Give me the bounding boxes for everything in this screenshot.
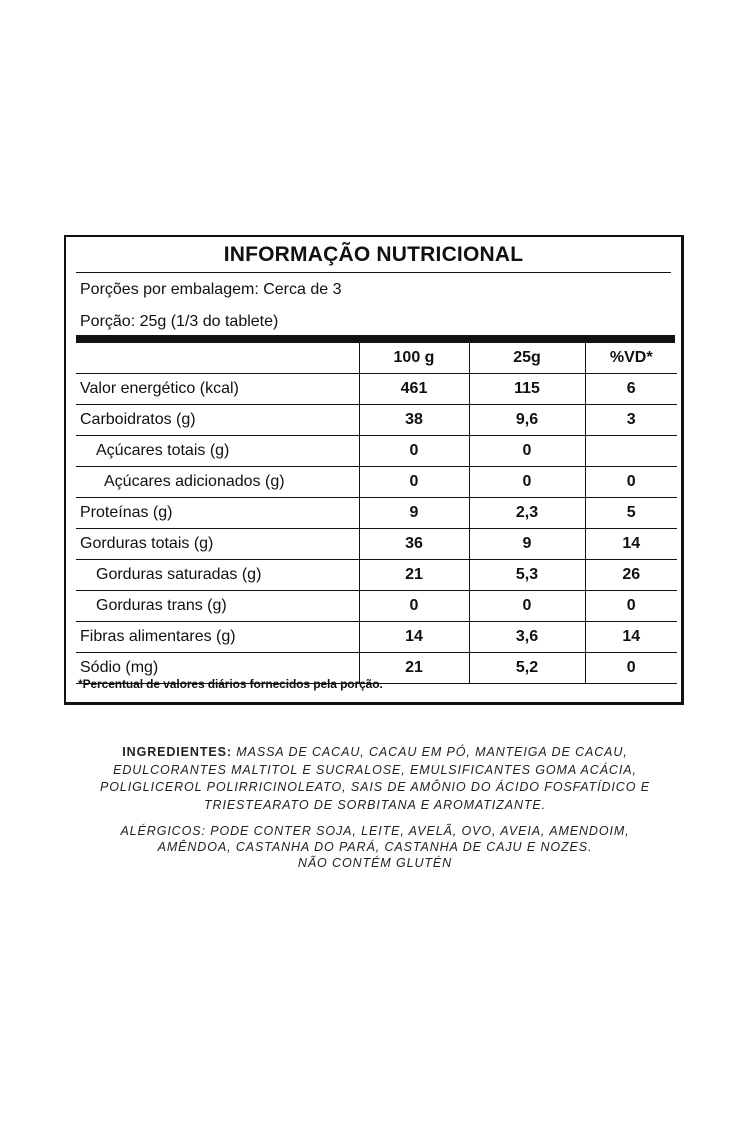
- table-row: [76, 498, 677, 529]
- nutrient-name: Açúcares adicionados (g): [76, 467, 359, 498]
- value-100g: 9: [359, 498, 469, 529]
- value-100g: 21: [359, 560, 469, 591]
- value-vd: 0: [585, 467, 677, 498]
- header-100g: 100 g: [359, 343, 469, 374]
- value-25g: 5,3: [469, 560, 585, 591]
- nutrient-name: Sódio (mg): [76, 653, 359, 684]
- nutrition-table-body: [76, 374, 677, 684]
- nutrition-table: [76, 343, 677, 684]
- servings-per-package: Porções por embalagem: Cerca de 3: [80, 281, 342, 298]
- value-100g: 36: [359, 529, 469, 560]
- value-vd: 26: [585, 560, 677, 591]
- nutrient-name: Açúcares totais (g): [76, 436, 359, 467]
- table-row: [76, 560, 677, 591]
- ingredients-label: INGREDIENTES:: [122, 745, 232, 759]
- label-footnote: *Percentual de valores diários fornecidos pela porção.: [78, 677, 383, 691]
- value-vd: 3: [585, 405, 677, 436]
- table-row: [76, 374, 677, 405]
- table-row: [76, 436, 677, 467]
- value-25g: 3,6: [469, 622, 585, 653]
- value-vd: 6: [585, 374, 677, 405]
- nutrient-name: Proteínas (g): [76, 498, 359, 529]
- value-100g: 461: [359, 374, 469, 405]
- ingredients-list: MASSA DE CACAU, CACAU EM PÓ, MANTEIGA DE CACAU, EDULCORANTES MALTITOL E SUCRALOSE, EMULSIFICANTES GOMA ACÁCIA, POLIGLICEROL POLIRRICINOLEATO, SAIS DE AMÔNIO DO ÁCIDO FOSFATÍDICO E TRIESTEARATO DE SORBITANA E AROMATIZANTE.: [100, 745, 650, 812]
- value-vd: [585, 436, 677, 467]
- value-100g: 38: [359, 405, 469, 436]
- value-vd: 0: [585, 591, 677, 622]
- table-row: [76, 405, 677, 436]
- value-100g: 14: [359, 622, 469, 653]
- allergens-line-2: AMÊNDOA, CASTANHA DO PARÁ, CASTANHA DE CAJU E NOZES.: [157, 840, 593, 854]
- nutrient-name: Gorduras trans (g): [76, 591, 359, 622]
- table-row: [76, 529, 677, 560]
- thick-divider: [76, 335, 675, 343]
- nutrient-name: Valor energético (kcal): [76, 374, 359, 405]
- value-25g: 5,2: [469, 653, 585, 684]
- value-100g: 21: [359, 653, 469, 684]
- value-vd: 0: [585, 653, 677, 684]
- table-header-row: [76, 343, 677, 374]
- table-row: [76, 591, 677, 622]
- value-25g: 0: [469, 467, 585, 498]
- gluten-statement: NÃO CONTÉM GLUTÉN: [297, 856, 453, 870]
- value-100g: 0: [359, 591, 469, 622]
- value-25g: 0: [469, 436, 585, 467]
- title-divider: [76, 272, 671, 273]
- value-vd: 5: [585, 498, 677, 529]
- header-vd: %VD*: [585, 343, 677, 374]
- serving-size: Porção: 25g (1/3 do tablete): [80, 313, 279, 330]
- value-25g: 9,6: [469, 405, 585, 436]
- value-100g: 0: [359, 467, 469, 498]
- table-row: [76, 622, 677, 653]
- header-nutrient: [76, 343, 359, 374]
- nutrient-name: Fibras alimentares (g): [76, 622, 359, 653]
- value-25g: 9: [469, 529, 585, 560]
- ingredients-text: [100, 744, 650, 814]
- header-25g: 25g: [469, 343, 585, 374]
- allergens-text: [100, 823, 650, 871]
- value-25g: 115: [469, 374, 585, 405]
- value-25g: 2,3: [469, 498, 585, 529]
- value-100g: 0: [359, 436, 469, 467]
- value-vd: 14: [585, 622, 677, 653]
- nutrition-facts-label: [64, 235, 684, 705]
- table-row: [76, 467, 677, 498]
- value-vd: 14: [585, 529, 677, 560]
- nutrient-name: Carboidratos (g): [76, 405, 359, 436]
- allergens-line-1: ALÉRGICOS: PODE CONTER SOJA, LEITE, AVELÃ, OVO, AVEIA, AMENDOIM,: [120, 824, 630, 838]
- value-25g: 0: [469, 591, 585, 622]
- nutrient-name: Gorduras totais (g): [76, 529, 359, 560]
- label-title: INFORMAÇÃO NUTRICIONAL: [223, 243, 524, 266]
- nutrient-name: Gorduras saturadas (g): [76, 560, 359, 591]
